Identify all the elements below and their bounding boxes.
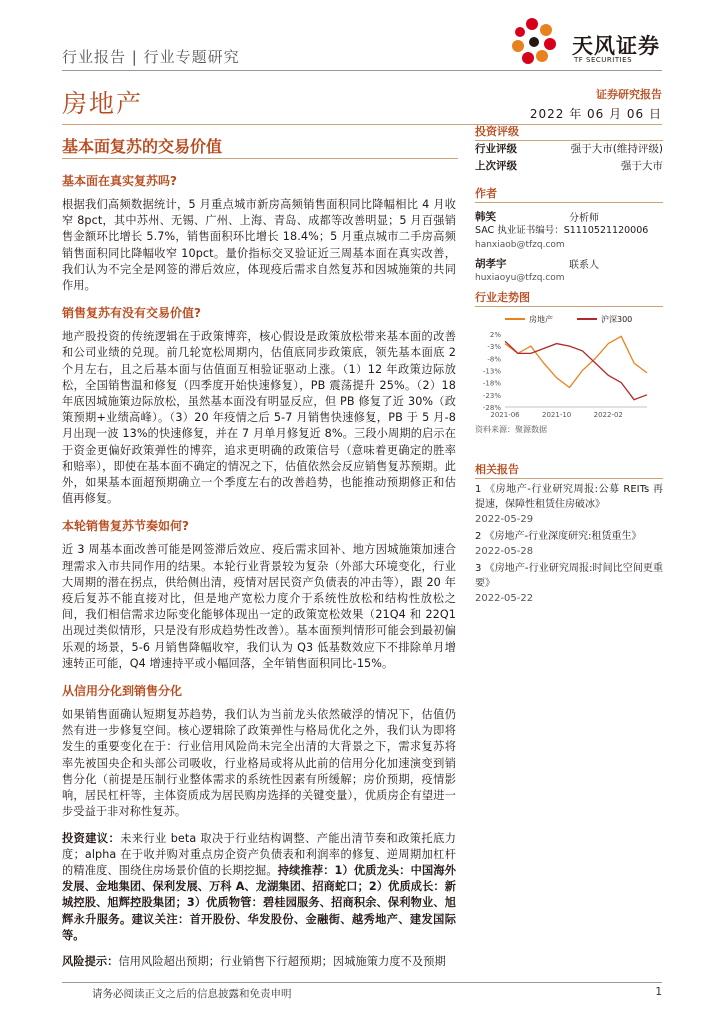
author-cert: SAC 执业证书编号：S1110521120006 — [475, 225, 649, 236]
section-heading: 基本面在真实复苏吗? — [62, 174, 177, 188]
industry-rating-key: 行业评级 — [475, 143, 517, 155]
section-4 — [62, 682, 456, 820]
report-type: 证券研究报告 — [596, 88, 662, 101]
y-tick-label: -28% — [482, 404, 501, 412]
rating-heading: 投资评级 — [475, 125, 519, 138]
related-title: 3 《房地产-行业研究周报:时间比空间更重要》 — [475, 563, 663, 589]
prev-rating-value: 强于大市 — [621, 160, 663, 172]
author-role: 联系人 — [569, 260, 599, 271]
y-tick-label: -8% — [487, 355, 501, 364]
report-date: 2022 年 06 月 06 日 — [529, 107, 662, 121]
industry-rating-value: 强于大市(维持评级) — [570, 143, 663, 155]
y-tick-label: -3% — [487, 343, 501, 352]
author-heading: 作者 — [475, 187, 497, 200]
section-heading: 本轮销售复苏节奏如何? — [62, 519, 189, 534]
sidebar-related — [475, 462, 663, 608]
y-tick-label: 2% — [489, 330, 501, 339]
industry-trend-chart — [475, 307, 663, 421]
investment-text: 未来行业 beta 取决于行业结构调整、产能出清节奏和政策托底力度；alpha 在于收并购对重点房企资产负债表和利润率的修复、逆周期加杠杆的精准度、围绕住房场景价值的长期挖掘。 — [62, 831, 456, 877]
logo-en-text: TF SECURITIES — [574, 56, 633, 64]
sidebar-trend — [475, 290, 663, 435]
sidebar-ratings — [475, 124, 663, 175]
footer-disclaimer: 请务必阅读正文之后的信息披露和免责申明 — [92, 988, 292, 1000]
prev-rating-key: 上次评级 — [475, 160, 517, 172]
related-title: 1 《房地产-行业研究周报:公募 REITs 再提速，保障性租赁住房破冰》 — [475, 484, 663, 510]
related-report-2[interactable] — [475, 529, 663, 559]
related-heading: 相关报告 — [475, 463, 519, 476]
title-underline — [62, 158, 458, 159]
sidebar-authors — [475, 186, 663, 285]
related-date: 2022-05-29 — [475, 514, 534, 525]
section-heading: 销售复苏有没有交易价值? — [62, 306, 201, 321]
author-1 — [475, 209, 663, 252]
series-line-real-estate — [505, 336, 647, 387]
author-role: 分析师 — [569, 213, 599, 224]
related-title: 2 《房地产-行业深度研究:租赁重生》 — [475, 531, 642, 542]
chart-source: 资料来源：聚源数据 — [475, 425, 547, 434]
author-2-header — [475, 256, 663, 271]
report-category: 行业报告 | 行业专题研究 — [62, 48, 240, 66]
x-tick-label: 2021-10 — [542, 411, 572, 419]
risk-text: 信用风险超出预期；行业销售下行超预期；因城施策力度不及预期 — [118, 954, 446, 968]
prev-rating-row — [475, 158, 663, 175]
section-paragraph: 地产股投资的传统逻辑在于政策博弈，核心假设是政策放松带来基本面的改善和公司业绩的兑现。前几轮宽松周期内，估值底同步政策底，领先基本面底 2 个月左右，且之后基本面与估值面互相验证驱动上涨。（1）12 年政策边际放松，全国销售温和修复（四季度开始快速修复），PB 震荡提升 25%。（2）18 年底因城施策边际放松，虽然基本面没有明显反应，但 PB 修复了近 30%（政策预期+业绩高峰）。（3）20 年疫情之后 5-7 月销售快速修复，PB 于 5 月-8 月出现一波 13%的快速修复，并在 7 月单月修复近 8%。三段小周期的启示在于资金更偏好政策弹性的博弈，追求更明确的政策信号（意味着更确定的胜率和赔率），即使在基本面不确定的情况之下，估值依然会反应销售复苏预期。此外，如果基本面超预期确立一个季度左右的改善趋势，也能推动预期修正和估值再修复。 — [62, 330, 456, 506]
author-email[interactable]: hanxiaob@tfzq.com — [475, 240, 565, 250]
investment-advice — [62, 831, 456, 944]
company-logo — [502, 14, 664, 70]
legend-label: 沪深300 — [601, 315, 633, 324]
author-2 — [475, 256, 663, 285]
related-date: 2022-05-22 — [475, 593, 534, 604]
x-tick-label: 2021-06 — [490, 411, 520, 419]
y-tick-label: -23% — [482, 391, 501, 400]
author-name: 韩笑 — [475, 211, 496, 223]
author-name: 胡孝宇 — [475, 258, 507, 270]
section-paragraph: 近 3 周基本面改善可能是网签滞后效应、疫后需求回补、地方因城施策加速合理需求入市共同作用的结果。本轮行业背景较为复杂（外部大环境变化，行业大周期的潜在拐点，供给侧出清，疫情对居民资产负债表的冲击等），跟 20 年疫后复苏不能直接对比，但是地产宽松力度介于系统性放松和结构性放松之间，我们相信需求边际变化能够体现出一定的政策宽松效果（21Q4 和 22Q1 出现过类似情形，只是没有形成趋势性改善）。基本面预判情形可能会到最初偏乐观的场景，5-6 月销售降幅收窄，我们认为 Q3 低基数效应下不排除单月增速转正可能，Q4 增速持平或小幅回落，全年销售面积同比-15%。 — [62, 543, 456, 670]
page-title: 基本面复苏的交易价值 — [62, 137, 223, 156]
related-report-3[interactable] — [475, 561, 663, 606]
author-email[interactable]: huxiaoyu@tfzq.com — [475, 273, 565, 283]
y-tick-label: -18% — [482, 379, 501, 388]
trend-heading: 行业走势图 — [475, 291, 530, 304]
investment-label: 投资建议： — [62, 831, 121, 845]
section-3 — [62, 517, 456, 672]
risk-warning — [62, 954, 456, 970]
main-content — [62, 172, 456, 980]
related-date: 2022-05-28 — [475, 546, 534, 557]
logo-cn-text: 天风证券 — [572, 34, 660, 58]
legend-label: 房地产 — [529, 315, 553, 324]
logo-mark-icon — [502, 14, 572, 70]
industry-rating-row — [475, 141, 663, 158]
section-paragraph: 如果销售面确认短期复苏趋势，我们认为当前龙头依然破浮的情况下，估值仍然有进一步修复空间。核心逻辑除了政策弹性与格局优化之外，我们认为即将发生的重要变化在于：行业信用风险尚未完全出清的大背景之下，需求复苏将率先被国央企和头部公司吸收，行业格局或将从此前的信用分化加速演变到销售分化（前提是压制行业整体需求的系统性因素有所缓解；房价预期，疫情影响，居民杠杆等，主体资质成为居民购房选择的关键变量），优质房企有望进一步受益于非对称性复苏。 — [62, 708, 456, 819]
sector-name: 房地产 — [62, 89, 144, 118]
footer-divider — [62, 982, 662, 983]
related-report-1[interactable] — [475, 482, 663, 527]
author-1-header — [475, 209, 663, 224]
section-heading: 从信用分化到销售分化 — [62, 684, 183, 699]
page-number: 1 — [655, 986, 662, 998]
x-tick-label: 2022-02 — [593, 411, 623, 419]
related-rule — [475, 478, 663, 479]
section-paragraph: 根据我们高频数据统计，5 月重点城市新房高频销售面积同比降幅相比 4 月收窄 8pct，其中苏州、无锡、广州、上海、青岛、成都等改善明显；5 月百强销售金额环比增长 5.7%，销售面积环比增长 18.4%；5 月重点城市二手房高频销售面积同比降幅收窄 10pct。量价指标交叉验证近三周基本面在真实改善，我们认为不完全是网签的滞后效应，体现疫后需求自然复苏和因城施策的共同作用。 — [62, 198, 456, 293]
header-divider — [62, 70, 662, 71]
y-tick-label: -13% — [482, 367, 501, 376]
series-line-csi300 — [505, 341, 647, 400]
section-1 — [62, 172, 456, 294]
section-2 — [62, 304, 456, 507]
author-rule — [475, 202, 663, 203]
risk-label: 风险提示： — [62, 954, 119, 968]
investment-picks: 持续推荐：1）优质龙头：中国海外发展、金地集团、保利发展、万科 A、龙湖集团、招商蛇口；2）优质成长：新城控股、旭辉控股集团；3）优质物管：碧桂园服务、招商积余、保利物业、旭辉永升服务。建议关注：首开股份、华发股份、金融街、越秀地产、建发国际等。 — [62, 863, 456, 942]
